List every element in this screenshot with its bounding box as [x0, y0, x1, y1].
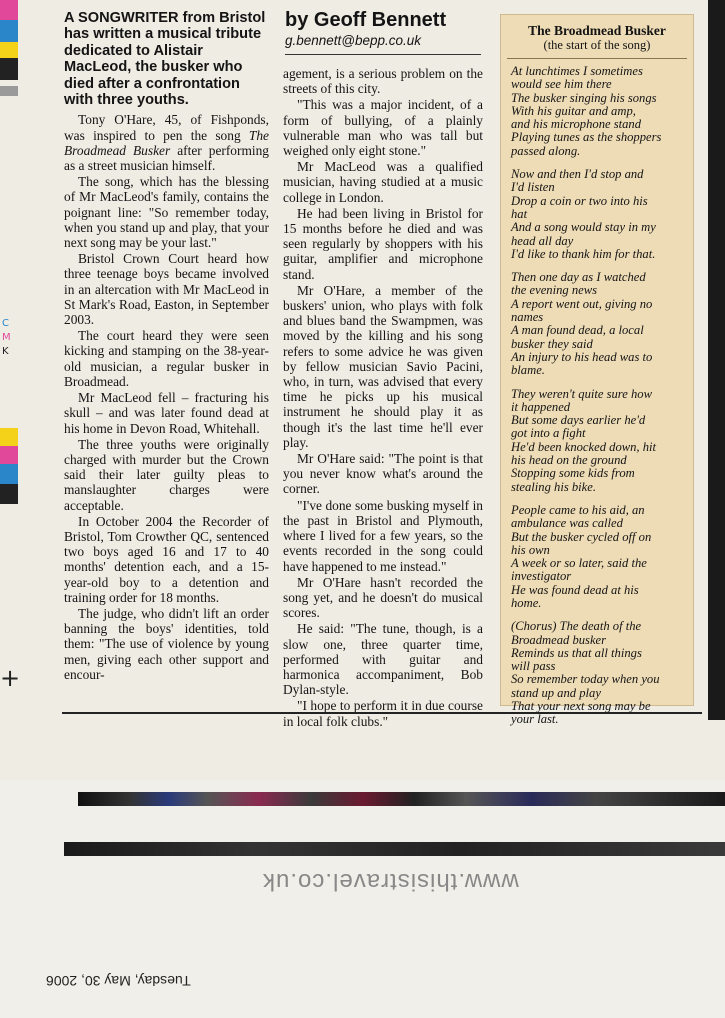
lyrics-line: People came to his aid, an [511, 502, 645, 517]
lyrics-line: Then one day as I watched [511, 270, 646, 285]
lyrics-body [509, 65, 685, 727]
lyrics-line: With his guitar and amp, [511, 103, 636, 118]
article-column-1 [64, 10, 269, 683]
article-paragraph: He said: "The tune, though, is a slow one, three quarter time, performed with guitar and harmonica accompaniment, Bob Dylan-style. [283, 621, 483, 698]
registration-bar-cyan-2 [0, 464, 18, 484]
lyrics-line: Broadmead busker [511, 632, 607, 647]
lyrics-stanza [509, 620, 685, 726]
lyrics-line: And a song would stay in my [511, 220, 656, 235]
lyrics-line: ambulance was called [511, 516, 623, 531]
lyrics-line: stealing his bike. [511, 479, 596, 494]
article-paragraph: Mr O'Hare hasn't recorded the song yet, and he doesn't do musical scores. [283, 574, 483, 621]
lyrics-line: blame. [511, 363, 545, 378]
byline-rule [285, 54, 481, 55]
lyrics-stanza [509, 168, 685, 261]
song-title-inline: The Broadmead Busker [64, 127, 269, 158]
registration-bar-yellow-2 [0, 428, 18, 446]
article-paragraph: Mr O'Hare said: "The point is that you never know what's around the corner. [283, 451, 483, 497]
lyrics-line: home. [511, 595, 542, 610]
article-paragraph: "I've done some busking myself in the past in Bristol and Plymouth, where I lived for a few years, so the events recorded in the song could have happened to me instead." [283, 497, 483, 574]
lyrics-line: An injury to his head was to [511, 349, 653, 364]
crop-mark-plus: + [0, 664, 21, 692]
lyrics-line: would see him there [511, 77, 612, 92]
lyrics-line: head all day [511, 233, 574, 248]
article-paragraph: Tony O'Hare, 45, of Fishponds, was inspired to pen the song The Broadmead Busker after performing as a street musician himself. [64, 112, 269, 174]
lyrics-line: That your next song may be [511, 699, 651, 714]
lyrics-title: The Broadmead Busker [528, 23, 666, 38]
lyrics-line: names [511, 310, 544, 325]
cmk-letter-m: M [2, 332, 11, 343]
article-paragraph: The judge, who didn't lift an order banning the boys' identities, told them: "The use of violence by young men, giving each other support and encour- [64, 605, 269, 682]
lyrics-line: Now and then I'd stop and [511, 167, 644, 182]
lyrics-line: So remember today when you [511, 672, 660, 687]
bleed-through-strip-2 [64, 842, 725, 856]
article-paragraph: The three youths were originally charged with murder but the Crown said their later guilty pleas to manslaughter charges were acceptable. [64, 436, 269, 513]
article-bottom-rule [62, 712, 702, 714]
lyrics-title-rule [507, 58, 687, 59]
lyrics-stanza [509, 65, 685, 158]
footer-date-mirrored: Tuesday, May 30, 2006 [46, 973, 191, 989]
registration-bar-black [0, 58, 18, 80]
lyrics-stanza [509, 388, 685, 494]
lyrics-line: it happened [511, 399, 571, 414]
article-paragraph: Bristol Crown Court heard how three teenage boys became involved in an altercation with Mr MacLeod in St Mark's Road, Easton, in September 2003. [64, 251, 269, 328]
byline-email[interactable]: g.bennett@bepp.co.uk [285, 33, 422, 48]
lyrics-line: his head on the ground [511, 453, 627, 468]
lyrics-line: They weren't quite sure how [511, 386, 652, 401]
registration-bar-magenta [0, 0, 18, 20]
article-lead: A SONGWRITER from Bristol has written a musical tribute dedicated to Alistair MacLeod, the busker who died after a confrontation with three youths. [64, 10, 266, 109]
lyrics-line: got into a fight [511, 426, 586, 441]
article-paragraph: "I hope to perform it in due course in local folk clubs." [283, 698, 483, 729]
byline [285, 8, 485, 49]
lyrics-line: will pass [511, 659, 556, 674]
lyrics-line: stand up and play [511, 685, 601, 700]
article-paragraph: The court heard they were seen kicking and stamping on the 38-year-old musician, a regular busker in Broadmead. [64, 328, 269, 389]
lyrics-line: But the busker cycled off on [511, 529, 652, 544]
lyrics-line: the evening news [511, 283, 598, 298]
lyrics-line: Playing tunes as the shoppers [511, 130, 662, 145]
lyrics-line: busker they said [511, 336, 593, 351]
cmk-letter-c: C [2, 318, 9, 329]
lyrics-line: At lunchtimes I sometimes [511, 64, 643, 78]
lyrics-line: He'd been knocked down, hit [511, 439, 657, 454]
registration-bar-grey [0, 86, 18, 96]
lyrics-line: his own [511, 542, 550, 557]
page-edge-dark [708, 0, 725, 720]
article-paragraph: In October 2004 the Recorder of Bristol, Tom Crowther QC, sentenced two boys aged 16 and 17 to 40 months' detention each, and a 15-year-old boy to a detention and training order for 18 months. [64, 513, 269, 605]
registration-bar-magenta-2 [0, 446, 18, 464]
cmk-letter-k: K [2, 346, 9, 357]
article-paragraph: "This was a major incident, of a form of bullying, of a plainly vulnerable man who was tall but weighed only eight stone." [283, 97, 483, 159]
lyrics-line: He was found dead at his [511, 582, 639, 597]
lyrics-line: (Chorus) The death of the [511, 619, 642, 634]
lyrics-line: and his microphone stand [511, 117, 642, 132]
lyrics-subtitle: (the start of the song) [543, 38, 651, 52]
lyrics-line: I'd listen [511, 180, 555, 195]
lyrics-line: hat [511, 206, 528, 221]
lyrics-line: I'd like to thank him for that. [511, 246, 656, 261]
lyrics-line: But some days earlier he'd [511, 413, 646, 428]
lyrics-sidebar [500, 14, 694, 727]
byline-author: by Geoff Bennett [285, 9, 447, 31]
lyrics-stanza [509, 504, 685, 610]
lyrics-line: Stopping some kids from [511, 466, 635, 481]
lyrics-line: passed along. [511, 143, 581, 158]
article-paragraph: He had been living in Bristol for 15 months before he died and was seen regularly by shoppers with his guitar, amplifier and microphone stand. [283, 205, 483, 282]
lyrics-line: A report went out, giving no [511, 296, 653, 311]
article-paragraph: Mr MacLeod fell – fracturing his skull – and was later found dead at his home in Devon Road, Whitehall. [64, 390, 269, 436]
article-paragraph: Mr O'Hare, a member of the buskers' union, who plays with folk and blues band the Swampmen, was moved by the killing and his song refers to some advice he was given by fellow musician Savio Pacini, who, in turn, was advised that every time he picks up his musical instrument he should play it as though it's the last time he'll ever play. [283, 282, 483, 450]
lyrics-line: Drop a coin or two into his [511, 193, 648, 208]
lyrics-line: A man found dead, a local [511, 323, 644, 338]
registration-bar-black-2 [0, 484, 18, 504]
lyrics-line: A week or so later, said the [511, 556, 647, 571]
lyrics-line: The busker singing his songs [511, 90, 657, 105]
registration-bar-cyan [0, 20, 18, 42]
article-column-2 [283, 66, 483, 730]
lyrics-line: investigator [511, 569, 572, 584]
registration-bar-yellow [0, 42, 18, 58]
lyrics-line: Reminds us that all things [511, 645, 642, 660]
article-paragraph: agement, is a serious problem on the streets of this city. [283, 66, 483, 97]
bleed-through-strip [78, 792, 725, 806]
footer-url-mirrored: www.thisistravel.co.uk [262, 868, 519, 895]
lyrics-stanza [509, 271, 685, 377]
article-paragraph: The song, which has the blessing of Mr MacLeod's family, contains the poignant line: "So remember today, when you stand up and play, that your next song may be your last." [64, 174, 269, 251]
article-paragraph: Mr MacLeod was a qualified musician, having studied at a music college in London. [283, 159, 483, 205]
lyrics-line: your last. [511, 712, 559, 727]
